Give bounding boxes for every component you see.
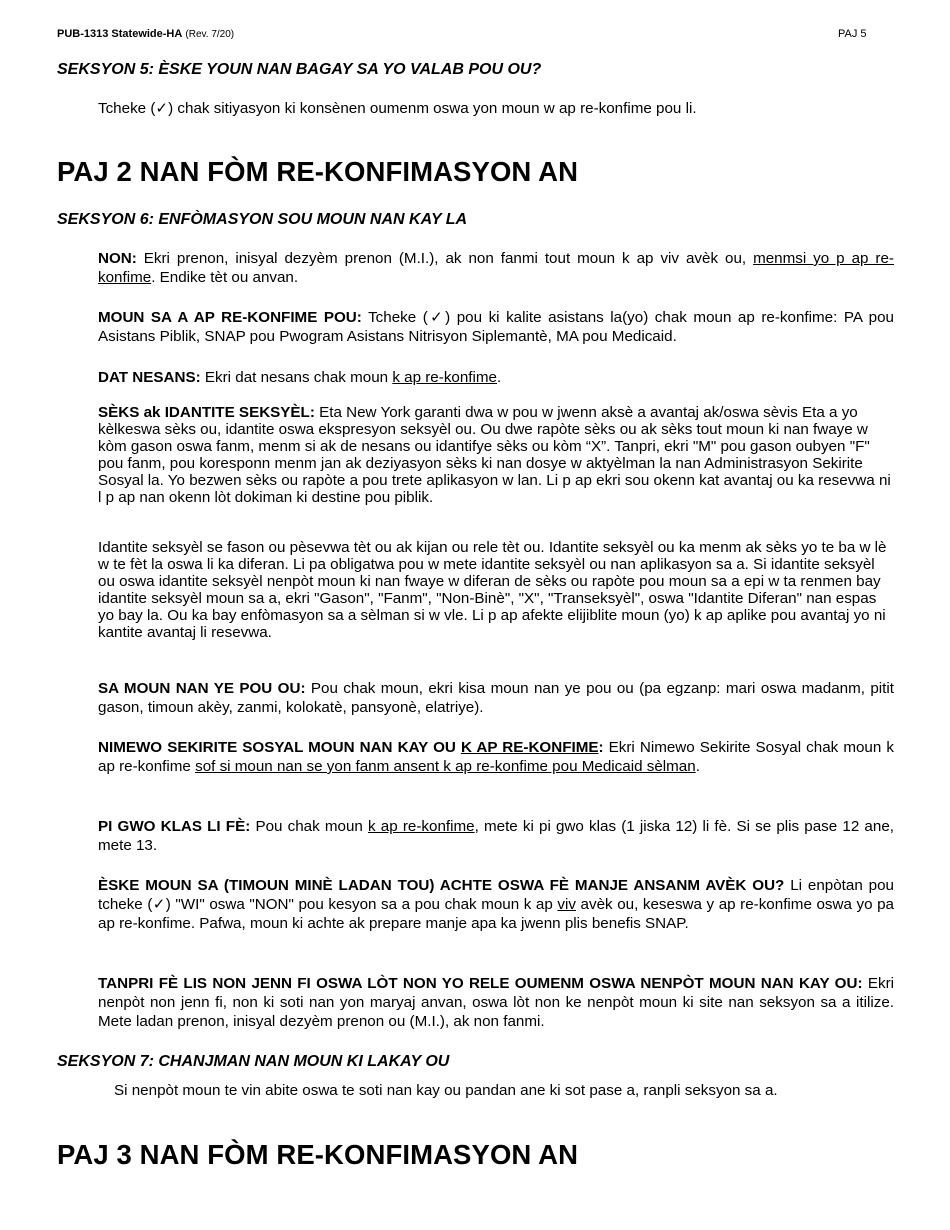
sa-moun-paragraph: SA MOUN NAN YE POU OU: Pou chak moun, ekri kisa moun nan ye pou ou (pa egzanp: mari oswa madanm, pitit gason, timoun akèy, zanmi, kolokatè, pansyonè, elatriye). bbox=[98, 680, 894, 716]
tanpri-paragraph: TANPRI FÈ LIS NON JENN FI OSWA LÒT NON YO RELE OUMENM OSWA NENPÒT MOUN NAN KAY OU: Ekri nenpòt non jenn fi, non ki soti nan yon maryaj anvan, oswa lòt non ke nenpòt moun ki site nan seksyon sa a itilize. Mete ladan prenon, inisyal dezyèm prenon ou (M.I.), ak non fanmi. bbox=[98, 975, 894, 1030]
eske-label: ÈSKE MOUN SA (TIMOUN MINÈ LADAN TOU) ACHTE OSWA FÈ MANJE ANSANM AVÈK OU? bbox=[98, 877, 785, 894]
pi-gwo-paragraph: PI GWO KLAS LI FÈ: Pou chak moun k ap re-konfime, mete ki pi gwo klas (1 jiska 12) li fè. Si se plis pase 12 ane, mete 13. bbox=[98, 818, 894, 854]
non-label: NON: bbox=[98, 250, 137, 267]
dat-nesans-label: DAT NESANS: bbox=[98, 369, 201, 386]
nimewo-label: NIMEWO SEKIRITE SOSYAL MOUN NAN KAY OU K AP RE-KONFIME: bbox=[98, 739, 604, 756]
section7-text: Si nenpòt moun te vin abite oswa te soti nan kay ou pandan ane ki sot pase a, ranpli seksyon sa a. bbox=[114, 1082, 778, 1099]
moun-sa-paragraph: MOUN SA A AP RE-KONFIME POU: Tcheke (✓) pou ki kalite asistans la(yo) chak moun ap re-konfime: PA pou Asistans Piblik, SNAP pou Pwogram Asistans Nitrisyon Siplemantè, MA pou Medicaid. bbox=[98, 309, 894, 345]
section6-title: SEKSYON 6: ENFÒMASYON SOU MOUN NAN KAY LA bbox=[57, 211, 468, 228]
nimewo-paragraph: NIMEWO SEKIRITE SOSYAL MOUN NAN KAY OU K AP RE-KONFIME: Ekri Nimewo Sekirite Sosyal chak moun k ap re-konfime sof si moun nan se yon fanm ansent k ap re-konfime pou Medicaid sèlman. bbox=[98, 739, 894, 775]
non-paragraph: NON: Ekri prenon, inisyal dezyèm prenon (M.I.), ak non fanmi tout moun k ap viv avèk ou, menmsi yo p ap re-konfime. Endike tèt ou anvan. bbox=[98, 250, 894, 286]
pi-gwo-label: PI GWO KLAS LI FÈ: bbox=[98, 818, 251, 835]
idantite-paragraph: Idantite seksyèl se fason ou pèsevwa tèt ou ak kijan ou rele tèt ou. Idantite seksyèl ou ka menm ak sèks yo te ba w lè w te fèt la oswa li ka diferan. Li pa obligatwa pou w mete idantite seksyèl ou nan aplikasyon sa a. Si idantite seksyèl ou oswa idantite seksyèl nenpòt moun ki nan fwaye w diferan de sèks ou rapòte pou moun sa a epi w ta renmen bay idantite seksyèl moun sa a, ekri "Gason", "Fanm", "Non-Binè", "X", "Transeksyèl", oswa "Idantite Diferan" nan espas yo bay la. Ou ka bay enfòmasyon sa a sèlman si w vle. Li p ap afekte elijiblite moun (yo) k ap aplike pou avantaj yo ni kantite avantaj li resevwa. bbox=[98, 539, 887, 641]
dat-nesans-paragraph: DAT NESANS: Ekri dat nesans chak moun k ap re-konfime. bbox=[98, 369, 502, 386]
section5-title: SEKSYON 5: ÈSKE YOUN NAN BAGAY SA YO VALAB POU OU? bbox=[57, 61, 542, 78]
tanpri-label: TANPRI FÈ LIS NON JENN FI OSWA LÒT NON YO RELE OUMENM OSWA NENPÒT MOUN NAN KAY OU: bbox=[98, 975, 863, 992]
seks-paragraph: SÈKS ak IDANTITE SEKSYÈL: Eta New York garanti dwa w pou w jwenn aksè a avantaj ak/oswa sèvis Eta a yo kèlkeswa sèks ou, idantite oswa ekspresyon seksyèl ou. Ou dwe rapòte sèks ou ak sèks tout moun ki nan fwaye w kòm gason oswa fanm, menm si ak de nesans ou idantifye sèks ou kòm “X”. Tanpri, ekri "M" pou gason oubyen "F" pou fanm, pou koresponn menm jan ak deziyasyon sèks ki nan dosye w aktyèlman la nan Administrasyon Sekirite Sosyal la. Yo bezwen sèks ou rapòte a pou trete aplikasyon w lan. Li p ap ekri sou okenn kat avantaj ou ka resevwa ni l p ap nan okenn lòt dokiman ki destine pou piblik. bbox=[98, 404, 891, 506]
section5-text: Tcheke (✓) chak sitiyasyon ki konsènen oumenm oswa yon moun w ap re-konfime pou li. bbox=[98, 100, 697, 117]
seks-label: SÈKS ak IDANTITE SEKSYÈL: bbox=[98, 404, 315, 421]
page-number: PAJ 5 bbox=[838, 28, 867, 40]
page2-heading: PAJ 2 NAN FÒM RE-KONFIMASYON AN bbox=[57, 156, 579, 187]
page3-heading: PAJ 3 NAN FÒM RE-KONFIMASYON AN bbox=[57, 1139, 579, 1170]
moun-sa-label: MOUN SA A AP RE-KONFIME POU: bbox=[98, 309, 362, 326]
sa-moun-label: SA MOUN NAN YE POU OU: bbox=[98, 680, 306, 697]
form-id-header: PUB-1313 Statewide-HA (Rev. 7/20) bbox=[57, 28, 235, 40]
revision-date: (Rev. 7/20) bbox=[185, 29, 235, 40]
eske-paragraph: ÈSKE MOUN SA (TIMOUN MINÈ LADAN TOU) ACHTE OSWA FÈ MANJE ANSANM AVÈK OU? Li enpòtan pou tcheke (✓) "WI" oswa "NON" pou kesyon sa a pou chak moun k ap viv avèk ou, keseswa y ap re-konfime oswa yo pa ap re-konfime. Pafwa, moun ki achte ak prepare manje apa ka jwenn plis benefis SNAP. bbox=[98, 877, 895, 932]
section7-title: SEKSYON 7: CHANJMAN NAN MOUN KI LAKAY OU bbox=[57, 1053, 450, 1070]
